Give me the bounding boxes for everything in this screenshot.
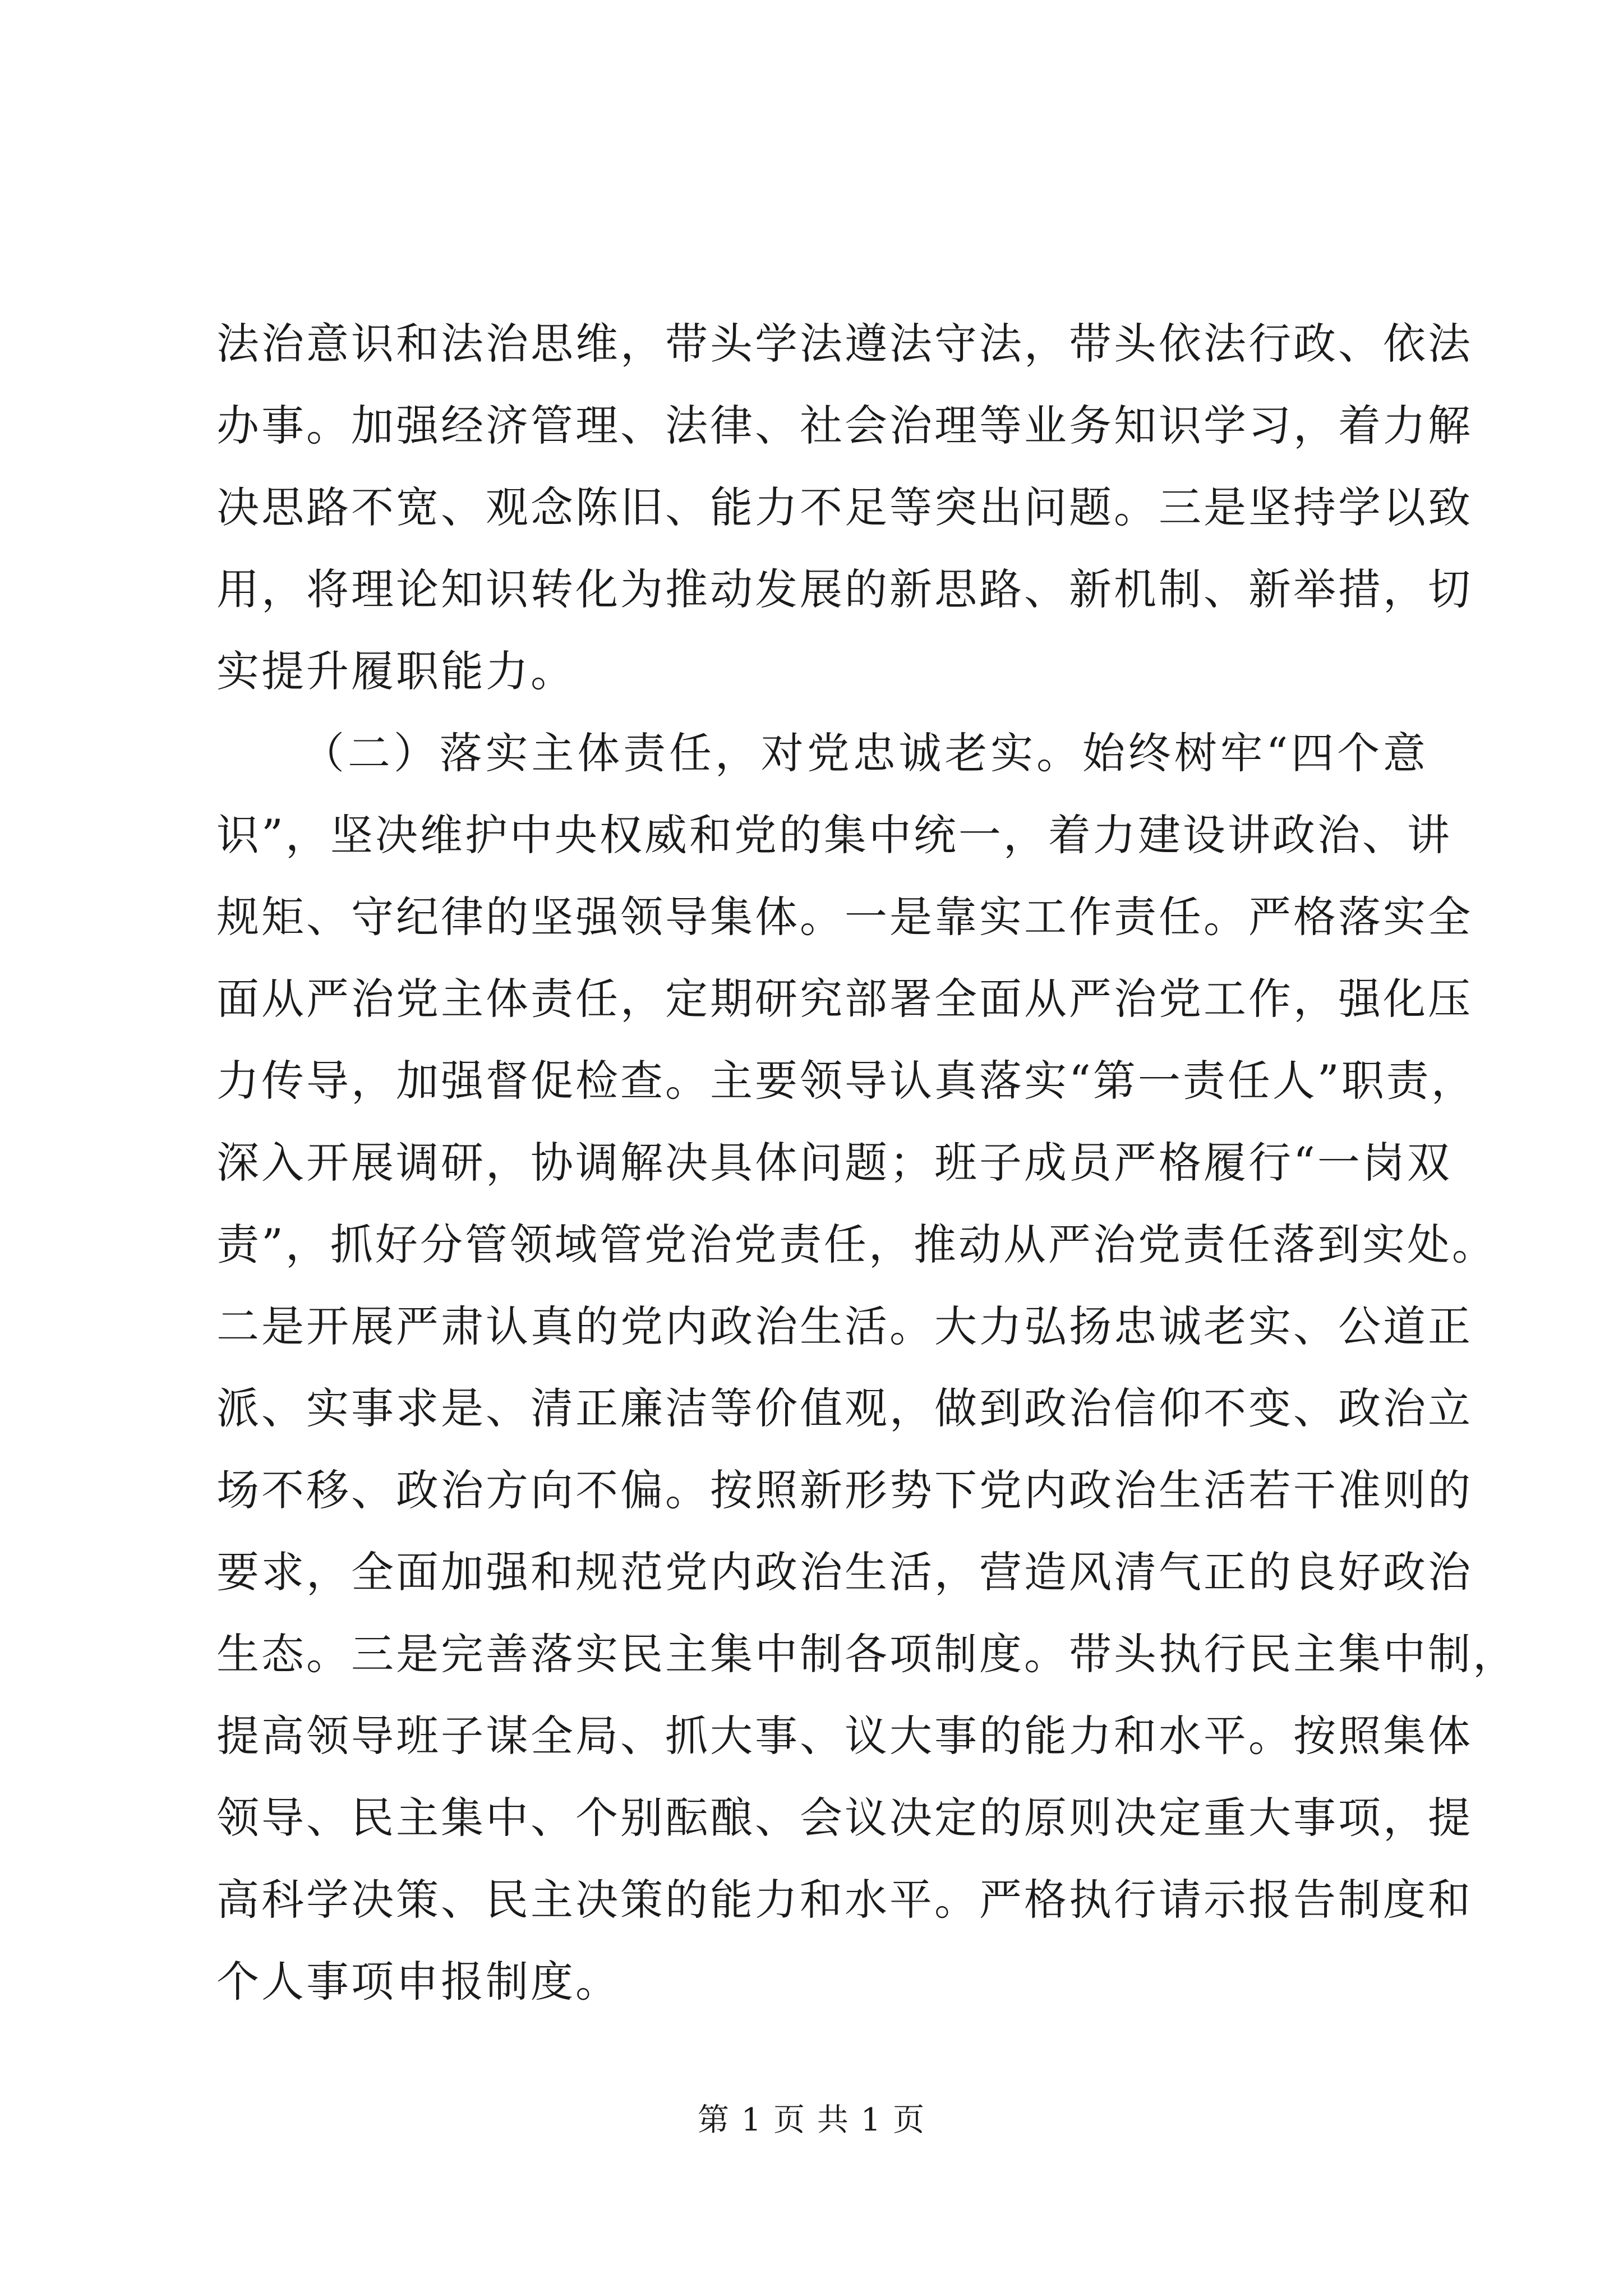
- text-line: 深入开展调研，协调解决具体问题；班子成员严格履行“一岗双: [216, 1138, 1452, 1188]
- page-number-footer: 第 1 页 共 1 页: [697, 2102, 926, 2138]
- text-line: 高科学决策、民主决策的能力和水平。严格执行请示报告制度和: [216, 1875, 1473, 1925]
- text-line: 用，将理论知识转化为推动发展的新思路、新机制、新举措，切: [216, 564, 1473, 614]
- text-line: 面从严治党主体责任，定期研究部署全面从严治党工作，强化压: [216, 974, 1473, 1024]
- text-line: 生态。三是完善落实民主集中制各项制度。带头执行民主集中制，: [216, 1629, 1518, 1679]
- text-line: 责”，抓好分管领域管党治党责任，推动从严治党责任落到实处。: [216, 1220, 1497, 1269]
- text-line: 场不移、政治方向不偏。按照新形势下党内政治生活若干准则的: [216, 1465, 1473, 1515]
- section-heading-line: （二）落实主体责任，对党忠诚老实。始终树牢“四个意: [302, 728, 1428, 778]
- text-line: 领导、民主集中、个别酝酿、会议决定的原则决定重大事项，提: [216, 1793, 1473, 1843]
- text-line: 实提升履职能力。: [216, 646, 575, 696]
- document-body: [216, 303, 1518, 2023]
- text-line: 法治意识和法治思维，带头学法遵法守法，带头依法行政、依法: [216, 319, 1473, 369]
- text-line: 识”，坚决维护中央权威和党的集中统一，着力建设讲政治、讲: [216, 810, 1452, 860]
- text-line: 个人事项申报制度。: [216, 1957, 620, 2007]
- text-line: 派、实事求是、清正廉洁等价值观，做到政治信仰不变、政治立: [216, 1383, 1473, 1433]
- text-line: 力传导，加强督促检查。主要领导认真落实“第一责任人”职责，: [216, 1056, 1476, 1106]
- text-line: 要求，全面加强和规范党内政治生活，营造风清气正的良好政治: [216, 1547, 1473, 1597]
- text-line: 办事。加强经济管理、法律、社会治理等业务知识学习，着力解: [216, 401, 1473, 450]
- text-line: 二是开展严肃认真的党内政治生活。大力弘扬忠诚老实、公道正: [216, 1301, 1473, 1351]
- text-line: 决思路不宽、观念陈旧、能力不足等突出问题。三是坚持学以致: [216, 482, 1473, 532]
- text-line: 提高领导班子谋全局、抓大事、议大事的能力和水平。按照集体: [216, 1711, 1473, 1761]
- text-line: 规矩、守纪律的坚强领导集体。一是靠实工作责任。严格落实全: [216, 892, 1473, 942]
